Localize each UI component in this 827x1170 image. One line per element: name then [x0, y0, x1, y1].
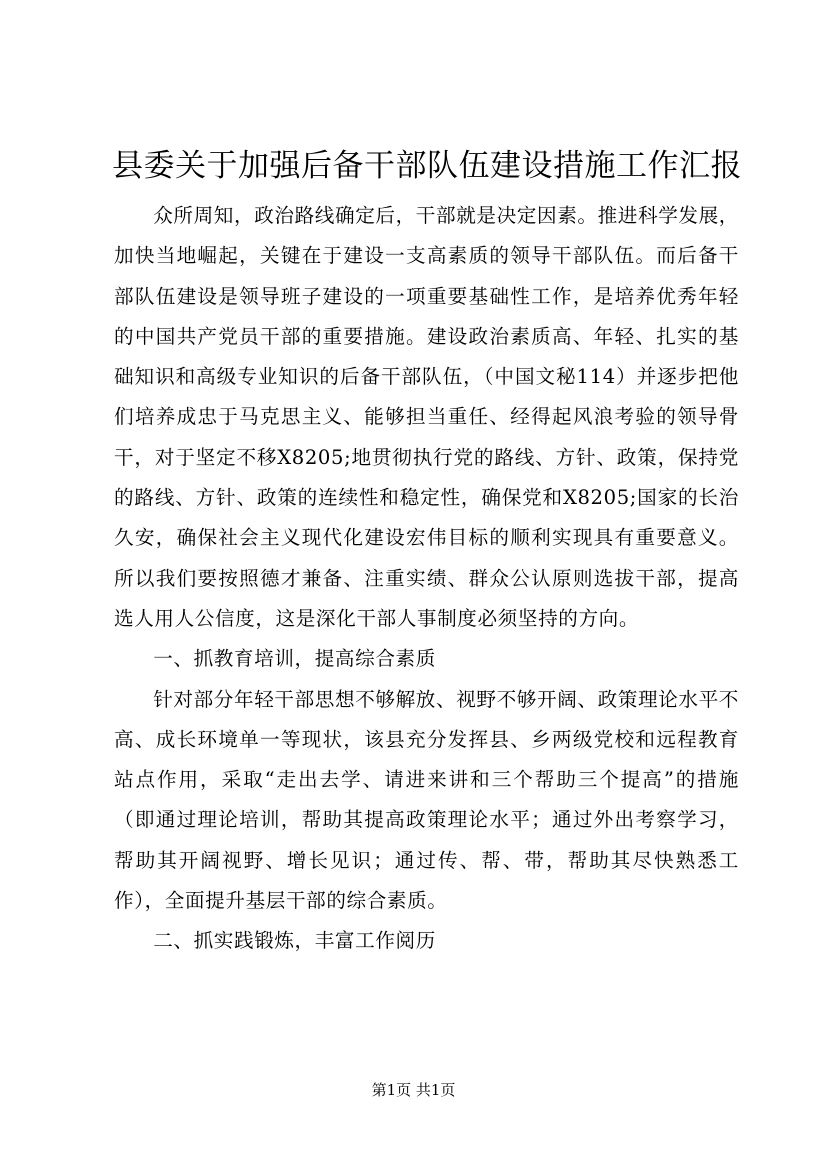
- section-2-heading: 二、抓实践锻炼，丰富工作阅历: [153, 929, 436, 953]
- section-1-paragraph: 针对部分年轻干部思想不够解放、视野不够开阔、政策理论水平不高、成长环境单一等现状，该县充分发挥县、乡两级党校和远程教育站点作用，采取“走出去学、请进来讲和三个帮助三个提高”的措施（即通过理论培训，帮助其提高政策理论水平；通过外出考察学习，帮助其开阔视野、增长见识；通过传、帮、带，帮助其尽快熟悉工作），全面提升基层干部的综合素质。: [114, 687, 739, 913]
- document-body: [114, 196, 739, 962]
- document-title: 县委关于加强后备干部队伍建设措施工作汇报: [112, 148, 742, 184]
- page-number-footer: 第1页 共1页: [371, 1081, 456, 1099]
- intro-paragraph: 众所周知，政治路线确定后，干部就是决定因素。推进科学发展，加快当地崛起，关键在于建设一支高素质的领导干部队伍。而后备干部队伍建设是领导班子建设的一项重要基础性工作，是培养优秀年轻的中国共产党员干部的重要措施。建设政治素质高、年轻、扎实的基础知识和高级专业知识的后备干部队伍，（中国文秘114）并逐步把他们培养成忠于马克思主义、能够担当重任、经得起风浪考验的领导骨干，对于坚定不移X8205;地贯彻执行党的路线、方针、政策，保持党的路线、方针、政策的连续性和稳定性，确保党和X8205;国家的长治久安，确保社会主义现代化建设宏伟目标的顺利实现具有重要意义。所以我们要按照德才兼备、注重实绩、群众公认原则选拔干部，提高选人用人公信度，这是深化干部人事制度必须坚持的方向。: [114, 204, 739, 630]
- section-1-heading: 一、抓教育培训，提高综合素质: [153, 647, 436, 671]
